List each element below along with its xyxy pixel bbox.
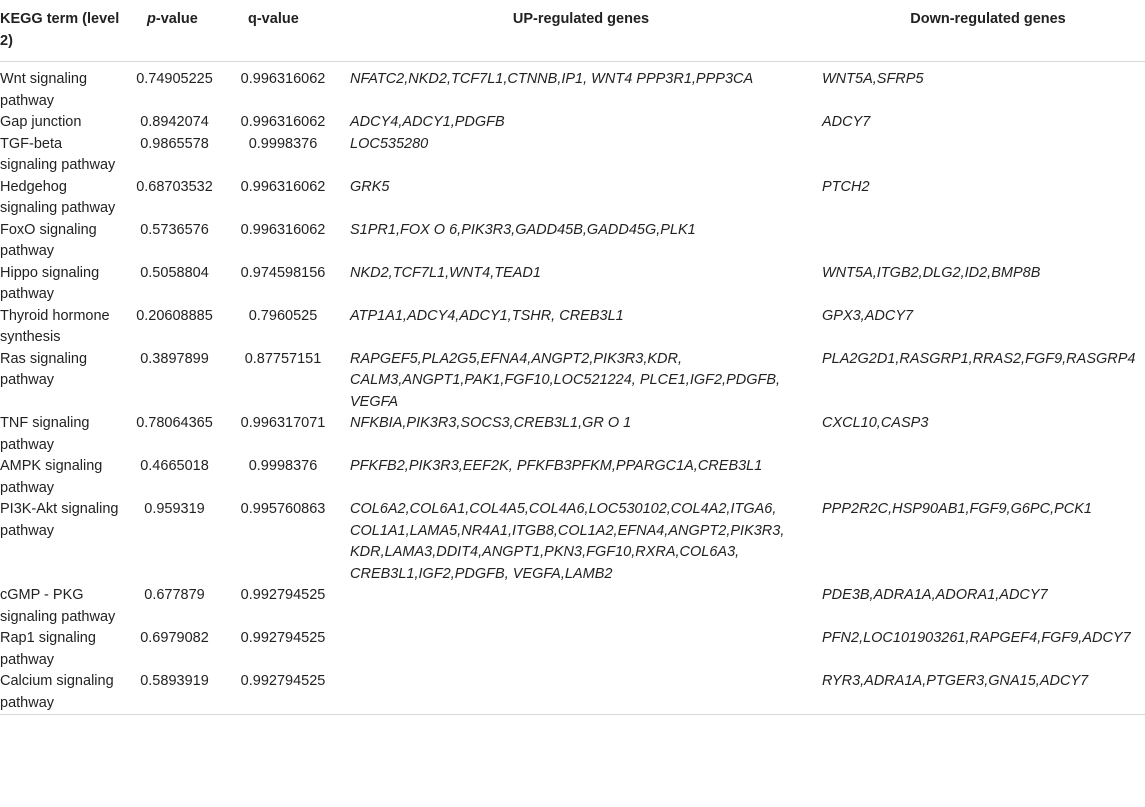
up-genes-cell [346,585,818,628]
kegg-term-cell: TNF signaling pathway [0,415,90,453]
table-row [0,306,1145,349]
down-genes-cell: PFN2,LOC101903261,RAPGEF4,FGF9,ADCY7 [822,630,1131,646]
p-value-cell: 0.677879 [144,587,205,603]
down-genes-cell: ADCY7 [822,114,871,130]
header-up-genes-label: UP-regulated genes [512,11,650,27]
kegg-term-cell: cGMP - PKG signaling pathway [0,587,116,625]
table-row [0,220,1145,263]
kegg-term-cell: FoxO signaling pathway [0,221,97,259]
kegg-term-cell: TGF-beta signaling pathway [0,135,116,173]
p-value-cell: 0.20608885 [136,307,213,324]
table-row [0,263,1145,306]
header-up-genes [346,0,818,62]
down-genes-cell [818,134,1145,177]
kegg-term-cell: Thyroid hormone synthesis [0,307,110,345]
header-down-genes-label: Down-regulated genes [910,11,1066,27]
down-genes-cell: PPP2R2C,HSP90AB1,FGF9,G6PC,PCK1 [822,501,1092,517]
header-row [0,0,1145,62]
down-genes-cell: PTCH2 [822,178,870,195]
up-genes-cell: ADCY4,ADCY1,PDGFB [350,114,505,130]
down-genes-cell: RYR3,ADRA1A,PTGER3,GNA15,ADCY7 [822,673,1089,689]
down-genes-cell: WNT5A,ITGB2,DLG2,ID2,BMP8B [822,264,1041,281]
table-header [0,0,1145,62]
table-row [0,671,1145,715]
q-value-cell: 0.7960525 [248,307,318,324]
table-row [0,349,1145,414]
up-genes-cell: ATP1A1,ADCY4,ADCY1,TSHR, CREB3L1 [350,307,624,324]
p-value-cell: 0.959319 [144,501,205,517]
up-genes-cell: RAPGEF5,PLA2G5,EFNA4,ANGPT2,PIK3R3,KDR, CALM3,ANGPT1,PAK1,FGF10,LOC521224, PLCE1,IGF2,PDGFB, VEGFA [350,350,781,410]
down-genes-cell [818,456,1145,499]
table-row [0,456,1145,499]
header-kegg-term [0,0,127,62]
up-genes-cell: LOC535280 [350,135,429,152]
p-value-cell: 0.5736576 [140,221,209,238]
p-value-cell: 0.3897899 [140,350,209,367]
up-genes-cell: NFATC2,NKD2,TCF7L1,CTNNB,IP1, WNT4 PPP3R1,PPP3CA [350,71,754,87]
up-genes-cell: NFKBIA,PIK3R3,SOCS3,CREB3L1,GR O 1 [350,415,632,431]
table-row [0,628,1145,671]
kegg-term-cell: Wnt signaling pathway [0,71,88,109]
table-row [0,413,1145,456]
q-value-cell: 0.992794525 [240,587,326,603]
kegg-term-cell: Ras signaling pathway [0,350,88,388]
table-body [0,62,1145,715]
p-value-cell: 0.8942074 [140,114,209,130]
q-value-cell: 0.9998376 [248,458,318,474]
q-value-cell: 0.992794525 [240,673,326,689]
p-value-cell: 0.78064365 [136,415,213,431]
down-genes-cell [818,220,1145,263]
p-value-cell: 0.5893919 [140,673,209,689]
table-row [0,585,1145,628]
up-genes-cell: S1PR1,FOX O 6,PIK3R3,GADD45B,GADD45G,PLK1 [350,221,696,238]
down-genes-cell: PDE3B,ADRA1A,ADORA1,ADCY7 [822,587,1048,603]
up-genes-cell [346,671,818,715]
kegg-term-cell: Calcium signaling pathway [0,673,114,711]
header-p-value-italic: p [147,11,156,27]
header-p-value-rest: -value [155,11,198,27]
q-value-cell: 0.974598156 [240,264,326,281]
up-genes-cell: PFKFB2,PIK3R3,EEF2K, PFKFB3PFKM,PPARGC1A,CREB3L1 [350,458,763,474]
table-row [0,134,1145,177]
up-genes-cell: COL6A2,COL6A1,COL4A5,COL4A6,LOC530102,COL4A2,ITGA6, COL1A1,LAMA5,NR4A1,ITGB8,COL1A2,EFNA4,ANGPT2,PIK3R3, KDR,LAMA3,DDIT4,ANGPT1,PKN3,FGF10,RXRA,COL6A3, CREB3L1,IGF2,PDGFB, VEGFA,LAMB2 [350,501,785,582]
header-q-value [228,0,346,62]
q-value-cell: 0.995760863 [240,501,326,517]
header-q-value-label: q-value [248,11,299,27]
q-value-cell: 0.996316062 [240,71,326,87]
down-genes-cell: PLA2G2D1,RASGRP1,RRAS2,FGF9,RASGRP4 [822,350,1136,367]
p-value-cell: 0.74905225 [136,71,213,87]
p-value-cell: 0.5058804 [140,264,209,281]
q-value-cell: 0.996316062 [240,178,326,195]
up-genes-cell: NKD2,TCF7L1,WNT4,TEAD1 [350,264,541,281]
kegg-term-cell: Rap1 signaling pathway [0,630,96,668]
p-value-cell: 0.4665018 [140,458,209,474]
kegg-term-cell: PI3K-Akt signaling pathway [0,501,119,539]
table-row [0,177,1145,220]
kegg-term-cell: Hippo signaling pathway [0,264,100,302]
q-value-cell: 0.996316062 [240,221,326,238]
table-row [0,62,1145,113]
q-value-cell: 0.996317071 [240,415,326,431]
q-value-cell: 0.996316062 [240,114,326,130]
p-value-cell: 0.6979082 [140,630,209,646]
kegg-term-cell: AMPK signaling pathway [0,458,103,496]
q-value-cell: 0.992794525 [240,630,326,646]
table-row [0,112,1145,134]
up-genes-cell: GRK5 [350,178,390,195]
down-genes-cell: WNT5A,SFRP5 [822,71,924,87]
down-genes-cell: GPX3,ADCY7 [822,307,914,324]
header-p-value [127,0,228,62]
header-down-genes [818,0,1145,62]
down-genes-cell: CXCL10,CASP3 [822,415,929,431]
q-value-cell: 0.9998376 [248,135,318,152]
p-value-cell: 0.9865578 [140,135,209,152]
kegg-term-cell: Gap junction [0,114,82,130]
q-value-cell: 0.87757151 [244,350,322,367]
up-genes-cell [346,628,818,671]
table-row [0,499,1145,585]
header-kegg-term-label: KEGG term (level 2) [0,11,120,49]
p-value-cell: 0.68703532 [136,178,213,195]
kegg-term-cell: Hedgehog signaling pathway [0,178,116,216]
